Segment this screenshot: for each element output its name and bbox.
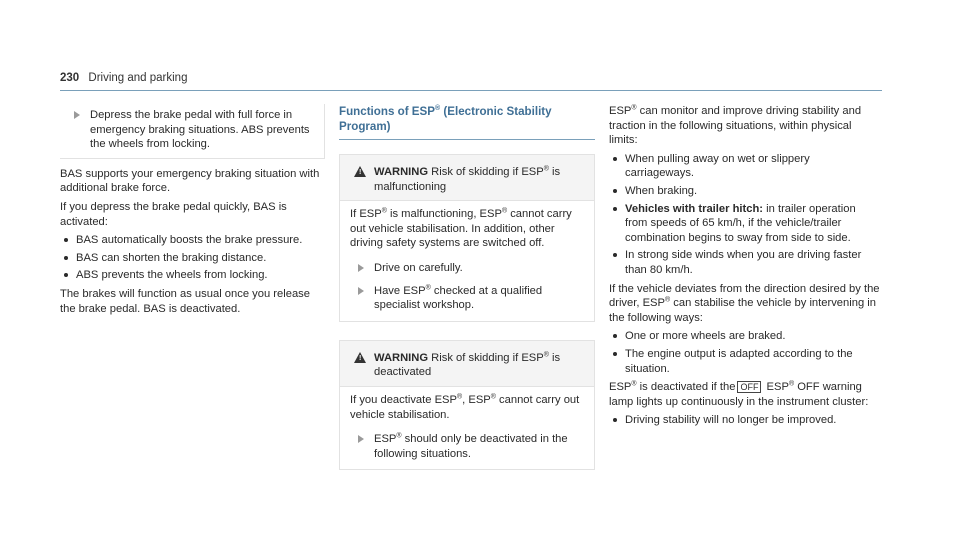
paragraph: The brakes will function as usual once you release the brake pedal. BAS is deactivated. [60, 287, 310, 315]
step-text: ESP® should only be deactivated in the following situations. [374, 432, 568, 460]
section-divider [339, 139, 595, 140]
step-box [60, 104, 325, 159]
warning-header [340, 155, 594, 201]
arrow-right-icon [358, 264, 364, 272]
arrow-right-icon [358, 435, 364, 443]
bullet-list [60, 233, 325, 283]
warning-triangle-icon: ! [354, 166, 366, 177]
step-item [350, 432, 584, 461]
section-name: Driving and parking [88, 72, 188, 84]
list-item: In strong side winds when you are driving faster than 80 km/h. [609, 248, 881, 277]
bullet-icon [64, 256, 68, 260]
list-item: The engine output is adapted according to the situation. [609, 347, 881, 376]
list-item: When braking. [609, 184, 881, 199]
bullet-icon [613, 207, 617, 211]
step-item [350, 261, 584, 276]
page-number: 230 [60, 72, 80, 84]
bullet-icon [64, 273, 68, 277]
column-middle [339, 104, 595, 488]
paragraph: If ESP® is malfunctioning, ESP® cannot carry out vehicle stabilisation. In addition, other driving safety systems are switched off. [350, 207, 572, 250]
section-title: Functions of ESP® (Electronic Stability Program) [339, 105, 552, 133]
warning-title: WARNING Risk of skidding if ESP® is deactivated [374, 351, 561, 379]
list-item: Vehicles with trailer hitch: in trailer operation from speeds of 65 km/h, if the vehicle/trailer combination begins to sway from side to side. [609, 202, 881, 246]
warning-triangle-icon: ! [354, 352, 366, 363]
paragraph: ESP® can monitor and improve driving stability and traction in the following situations, within physical limits: [609, 104, 862, 147]
step-text: Have ESP® checked at a qualified specialist workshop. [374, 283, 543, 312]
bullet-icon [613, 189, 617, 193]
step-item [66, 108, 318, 152]
list-item: BAS automatically boosts the brake pressure. [60, 233, 325, 248]
list-item: BAS can shorten the braking distance. [60, 251, 325, 266]
bullet-icon [613, 334, 617, 338]
column-right [609, 104, 881, 432]
column-left [60, 104, 325, 320]
bullet-list [609, 329, 881, 376]
warning-body [340, 201, 594, 321]
list-item: Driving stability will no longer be improved. [609, 413, 881, 428]
page-header [60, 72, 187, 84]
list-item: One or more wheels are braked. [609, 329, 881, 344]
list-item: When pulling away on wet or slippery carriageways. [609, 152, 881, 181]
step-item [350, 284, 584, 313]
bullet-list [609, 152, 881, 278]
paragraph: If the vehicle deviates from the direction desired by the driver, ESP® can stabilise the vehicle by intervening in the following ways: [609, 282, 880, 324]
warning-title: WARNING Risk of skidding if ESP® is malfunctioning [374, 165, 561, 193]
warning-box [339, 154, 595, 322]
paragraph: If you deactivate ESP®, ESP® cannot carry out vehicle stabilisation. [350, 393, 580, 421]
list-item: ABS prevents the wheels from locking. [60, 268, 325, 283]
bullet-list [609, 413, 881, 428]
esp-off-icon: OFF [737, 381, 761, 393]
arrow-right-icon [358, 287, 364, 295]
bullet-icon [613, 418, 617, 422]
paragraph: ESP® is deactivated if the OFF ESP® OFF warning lamp lights up continuously in the instrument cluster: [609, 380, 869, 408]
step-text: Drive on carefully. [374, 261, 463, 274]
bullet-icon [613, 157, 617, 161]
paragraph: BAS supports your emergency braking situation with additional brake force. [60, 167, 320, 195]
bullet-icon [613, 253, 617, 257]
step-text: Depress the brake pedal with full force in emergency braking situations. ABS prevents the wheels from locking. [90, 109, 310, 151]
paragraph: If you depress the brake pedal quickly, BAS is activated: [60, 200, 287, 228]
warning-box [339, 340, 595, 471]
warning-body [340, 387, 594, 469]
arrow-right-icon [74, 111, 80, 119]
bullet-icon [613, 352, 617, 356]
bullet-icon [64, 238, 68, 242]
warning-header [340, 341, 594, 387]
header-divider [60, 90, 882, 91]
